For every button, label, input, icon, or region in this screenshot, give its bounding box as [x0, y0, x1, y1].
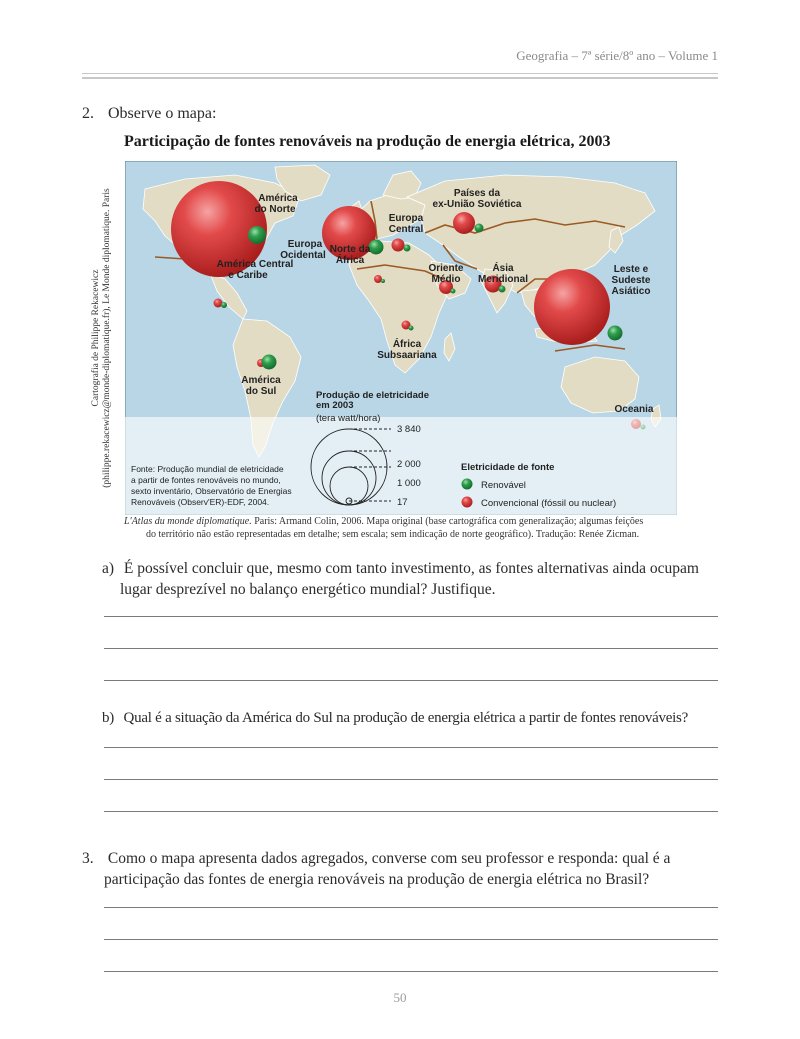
item-a-line1: É possível concluir que, mesmo com tanto investimento, as fontes alternativas ainda ocupam	[123, 560, 699, 577]
size-legend-value-17: 17	[397, 497, 408, 508]
label-west-europe: Europa Ocidental	[280, 239, 326, 261]
renewable-swatch	[462, 479, 473, 490]
east-asia-conventional-bubble	[534, 269, 610, 345]
middle-east-renewable-bubble	[451, 289, 456, 294]
label-south-america: América do Sul	[241, 375, 281, 397]
caption-line2: do território não estão representadas em detalhe; sem escala; sem indicação de norte geográfico). Tradução: Renée Zicman.	[146, 528, 640, 540]
label-south-asia: Ásia Meridional	[477, 263, 529, 285]
north-africa-conventional-bubble	[374, 275, 382, 283]
subsaharan-africa-renewable-bubble	[409, 326, 414, 331]
size-legend-value-3840: 3 840	[397, 424, 421, 435]
item-a	[102, 558, 720, 600]
question-2-prompt	[82, 105, 216, 123]
caption-line1: Paris: Armand Colin, 2006. Mapa original (base cartográfica com generalização; algumas feições	[251, 516, 644, 527]
page-header: Geografia – 7ª série/8º ano – Volume 1	[516, 48, 718, 63]
map-credit-line1: Cartografia de Philippe Rekacewicz	[91, 269, 101, 407]
answer-line[interactable]	[104, 648, 718, 649]
label-east-asia: Leste e Sudeste Asiático	[611, 264, 651, 297]
west-europe-renewable-bubble	[369, 240, 384, 255]
label-subsaharan-africa: África Subsaariana	[377, 339, 437, 361]
question-3	[82, 848, 720, 890]
south-america-renewable-bubble	[262, 355, 277, 370]
item-b	[102, 708, 720, 729]
item-b-label: b)	[102, 710, 114, 726]
answer-line[interactable]	[104, 811, 718, 812]
east-asia-renewable-bubble	[608, 326, 623, 341]
map-source-line3: sexto inventário, Observatório de Energias	[131, 486, 292, 496]
question-3-line2: participação das fontes de energia renováveis na produção de energia elétrica no Brasil?	[104, 871, 650, 888]
ex-ussr-conventional-bubble	[453, 212, 475, 234]
answer-line[interactable]	[104, 779, 718, 780]
header-rule	[82, 73, 718, 79]
caption-italic: L'Atlas du monde diplomatique.	[124, 516, 252, 527]
size-legend-title: Produção de eletricidade em 2003	[316, 390, 429, 411]
world-map	[125, 161, 677, 515]
central-europe-renewable-bubble	[404, 245, 411, 252]
north-africa-renewable-bubble	[381, 279, 385, 283]
label-ex-ussr: Países da ex-União Soviética	[432, 188, 522, 210]
label-north-africa: Norte da África	[329, 244, 371, 266]
item-a-label: a)	[102, 560, 115, 577]
central-europe-conventional-bubble	[392, 239, 405, 252]
central-america-renewable-bubble	[221, 302, 227, 308]
label-oceania: Oceania	[614, 404, 654, 415]
label-north-america: América do Norte	[254, 193, 298, 215]
label-central-america: América Central e Caribe	[216, 259, 294, 281]
size-legend-value-1000: 1 000	[397, 478, 421, 489]
ex-ussr-renewable-bubble	[475, 224, 484, 233]
type-legend-title: Eletricidade de fonte	[461, 462, 555, 473]
size-legend-value-2000: 2 000	[397, 459, 421, 470]
renewable-label: Renovável	[481, 480, 526, 491]
answer-line[interactable]	[104, 747, 718, 748]
central-america-conventional-bubble	[214, 299, 223, 308]
label-middle-east: Oriente Médio	[428, 263, 464, 285]
question-3-number: 3.	[82, 850, 94, 867]
answer-line[interactable]	[104, 680, 718, 681]
map-source-line1: Fonte: Produção mundial de eletricidade	[131, 464, 284, 474]
map-credit-line2: (philippe.rekacewicz@monde-diplomatique.fr), Le Monde diplomatique. Paris	[102, 188, 112, 488]
map-caption	[124, 516, 680, 541]
item-a-line2: lugar desprezível no balanço energético mundial? Justifique.	[120, 581, 496, 598]
conventional-swatch	[462, 497, 473, 508]
map-title: Participação de fontes renováveis na produção de energia elétrica, 2003	[124, 133, 611, 150]
map-source	[131, 464, 292, 507]
answer-line[interactable]	[104, 939, 718, 940]
page-number: 50	[393, 990, 407, 1005]
map-credit	[91, 162, 112, 514]
label-central-europe: Europa Central	[388, 213, 424, 235]
answer-line[interactable]	[104, 616, 718, 617]
question-3-line1: Como o mapa apresenta dados agregados, converse com seu professor e responda: qual é a	[107, 850, 671, 867]
question-2-text: Observe o mapa:	[108, 105, 217, 122]
map-source-line2: a partir de fontes renováveis no mundo,	[131, 475, 281, 485]
answer-line[interactable]	[104, 971, 718, 972]
item-b-text: Qual é a situação da América do Sul na produção de energia elétrica a partir de fontes renováveis?	[123, 710, 689, 726]
answer-line[interactable]	[104, 907, 718, 908]
map-source-line4: Renováveis (Observ'ER)-EDF, 2004.	[131, 497, 270, 507]
north-america-renewable-bubble	[248, 226, 266, 244]
question-2-number: 2.	[82, 105, 94, 122]
south-asia-renewable-bubble	[499, 286, 506, 293]
size-legend-unit: (tera watt/hora)	[316, 413, 381, 424]
conventional-label: Convencional (fóssil ou nuclear)	[481, 498, 617, 509]
